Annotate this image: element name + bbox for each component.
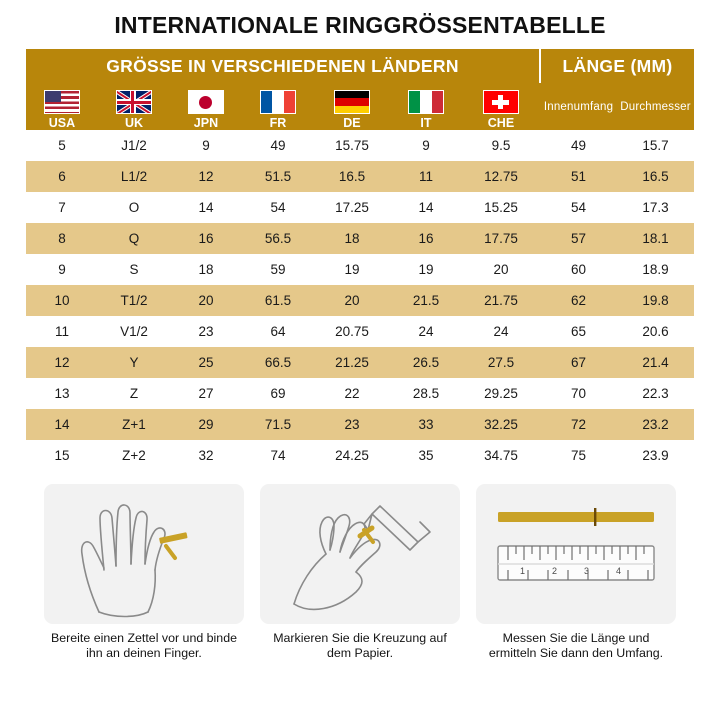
table-row bbox=[26, 161, 694, 192]
table-row bbox=[26, 347, 694, 378]
cell-jpn: 18 bbox=[170, 254, 242, 285]
cell-it: 11 bbox=[390, 161, 462, 192]
cell-innenumfang: 57 bbox=[540, 223, 617, 254]
cell-innenumfang: 65 bbox=[540, 316, 617, 347]
instruction-step-2 bbox=[260, 484, 460, 661]
cell-fr: 74 bbox=[242, 440, 314, 471]
cell-de: 16.5 bbox=[314, 161, 390, 192]
cell-innenumfang: 54 bbox=[540, 192, 617, 223]
cell-che: 21.75 bbox=[462, 285, 540, 316]
cell-innenumfang: 67 bbox=[540, 347, 617, 378]
ruler-measuring-strip-icon bbox=[476, 484, 676, 624]
cell-innenumfang: 51 bbox=[540, 161, 617, 192]
cell-durchmesser: 19.8 bbox=[617, 285, 694, 316]
cell-durchmesser: 23.2 bbox=[617, 409, 694, 440]
cell-innenumfang: 70 bbox=[540, 378, 617, 409]
cell-durchmesser: 22.3 bbox=[617, 378, 694, 409]
cell-jpn: 16 bbox=[170, 223, 242, 254]
col-header-it bbox=[390, 83, 462, 130]
cell-che: 12.75 bbox=[462, 161, 540, 192]
col-header-fr bbox=[242, 83, 314, 130]
cell-usa: 14 bbox=[26, 409, 98, 440]
cell-it: 19 bbox=[390, 254, 462, 285]
cell-usa: 15 bbox=[26, 440, 98, 471]
svg-text:1: 1 bbox=[520, 566, 526, 576]
cell-jpn: 27 bbox=[170, 378, 242, 409]
cell-fr: 54 bbox=[242, 192, 314, 223]
table-row bbox=[26, 192, 694, 223]
table-row bbox=[26, 285, 694, 316]
col-label-fr: FR bbox=[269, 116, 287, 130]
cell-usa: 8 bbox=[26, 223, 98, 254]
cell-usa: 9 bbox=[26, 254, 98, 285]
cell-jpn: 9 bbox=[170, 130, 242, 161]
instruction-step-3 bbox=[476, 484, 676, 661]
cell-uk: Z bbox=[98, 378, 170, 409]
cell-innenumfang: 60 bbox=[540, 254, 617, 285]
cell-uk: J1/2 bbox=[98, 130, 170, 161]
col-header-uk bbox=[98, 83, 170, 130]
cell-usa: 11 bbox=[26, 316, 98, 347]
cell-jpn: 20 bbox=[170, 285, 242, 316]
cell-jpn: 12 bbox=[170, 161, 242, 192]
table-row bbox=[26, 378, 694, 409]
cell-innenumfang: 49 bbox=[540, 130, 617, 161]
flag-italy-icon bbox=[408, 90, 444, 114]
cell-innenumfang: 62 bbox=[540, 285, 617, 316]
cell-jpn: 32 bbox=[170, 440, 242, 471]
cell-fr: 69 bbox=[242, 378, 314, 409]
cell-fr: 71.5 bbox=[242, 409, 314, 440]
cell-de: 24.25 bbox=[314, 440, 390, 471]
cell-uk: Q bbox=[98, 223, 170, 254]
table-row bbox=[26, 316, 694, 347]
cell-che: 27.5 bbox=[462, 347, 540, 378]
col-label-usa: USA bbox=[48, 116, 76, 130]
cell-durchmesser: 15.7 bbox=[617, 130, 694, 161]
cell-jpn: 25 bbox=[170, 347, 242, 378]
cell-innenumfang: 72 bbox=[540, 409, 617, 440]
cell-che: 20 bbox=[462, 254, 540, 285]
cell-de: 17.25 bbox=[314, 192, 390, 223]
header-sizes-group: GRÖSSE IN VERSCHIEDENEN LÄNDERN bbox=[26, 49, 540, 83]
hand-marking-pen-icon bbox=[260, 484, 460, 624]
cell-uk: Z+1 bbox=[98, 409, 170, 440]
cell-usa: 12 bbox=[26, 347, 98, 378]
step-2-caption: Markieren Sie die Kreuzung auf dem Papier. bbox=[273, 631, 447, 660]
cell-usa: 10 bbox=[26, 285, 98, 316]
cell-de: 15.75 bbox=[314, 130, 390, 161]
cell-durchmesser: 18.1 bbox=[617, 223, 694, 254]
cell-fr: 59 bbox=[242, 254, 314, 285]
cell-it: 35 bbox=[390, 440, 462, 471]
cell-durchmesser: 21.4 bbox=[617, 347, 694, 378]
cell-fr: 66.5 bbox=[242, 347, 314, 378]
cell-it: 14 bbox=[390, 192, 462, 223]
col-header-usa bbox=[26, 83, 98, 130]
hand-with-paper-strip-icon bbox=[44, 484, 244, 624]
cell-de: 19 bbox=[314, 254, 390, 285]
cell-uk: Y bbox=[98, 347, 170, 378]
cell-durchmesser: 16.5 bbox=[617, 161, 694, 192]
cell-jpn: 29 bbox=[170, 409, 242, 440]
cell-uk: T1/2 bbox=[98, 285, 170, 316]
col-label-uk: UK bbox=[124, 116, 143, 130]
cell-che: 15.25 bbox=[462, 192, 540, 223]
col-label-che: CHE bbox=[487, 116, 515, 130]
cell-fr: 51.5 bbox=[242, 161, 314, 192]
col-label-jpn: JPN bbox=[193, 116, 219, 130]
cell-uk: O bbox=[98, 192, 170, 223]
step-3-illustration bbox=[476, 484, 676, 624]
col-header-jpn bbox=[170, 83, 242, 130]
cell-usa: 7 bbox=[26, 192, 98, 223]
table-row bbox=[26, 440, 694, 471]
cell-de: 21.25 bbox=[314, 347, 390, 378]
table-row bbox=[26, 130, 694, 161]
cell-che: 9.5 bbox=[462, 130, 540, 161]
col-label-de: DE bbox=[343, 116, 361, 130]
step-1-caption: Bereite einen Zettel vor und binde ihn an deinen Finger. bbox=[51, 631, 237, 660]
cell-usa: 6 bbox=[26, 161, 98, 192]
cell-fr: 49 bbox=[242, 130, 314, 161]
cell-it: 21.5 bbox=[390, 285, 462, 316]
cell-jpn: 14 bbox=[170, 192, 242, 223]
cell-jpn: 23 bbox=[170, 316, 242, 347]
flag-uk-icon bbox=[116, 90, 152, 114]
table-group-header-row bbox=[26, 49, 694, 83]
cell-fr: 64 bbox=[242, 316, 314, 347]
cell-it: 26.5 bbox=[390, 347, 462, 378]
cell-it: 9 bbox=[390, 130, 462, 161]
table-body bbox=[26, 130, 694, 471]
instructions-section bbox=[0, 484, 720, 661]
cell-uk: S bbox=[98, 254, 170, 285]
cell-de: 23 bbox=[314, 409, 390, 440]
cell-de: 22 bbox=[314, 378, 390, 409]
step-2-illustration bbox=[260, 484, 460, 624]
cell-durchmesser: 18.9 bbox=[617, 254, 694, 285]
cell-it: 33 bbox=[390, 409, 462, 440]
page-title: INTERNATIONALE RINGGRÖSSENTABELLE bbox=[114, 12, 606, 38]
cell-uk: L1/2 bbox=[98, 161, 170, 192]
cell-che: 29.25 bbox=[462, 378, 540, 409]
instruction-step-1 bbox=[44, 484, 244, 661]
svg-text:3: 3 bbox=[584, 566, 590, 576]
table-row bbox=[26, 223, 694, 254]
flag-france-icon bbox=[260, 90, 296, 114]
ring-size-table bbox=[26, 49, 694, 471]
cell-durchmesser: 17.3 bbox=[617, 192, 694, 223]
svg-text:4: 4 bbox=[616, 566, 622, 576]
table-row bbox=[26, 254, 694, 285]
cell-it: 28.5 bbox=[390, 378, 462, 409]
cell-de: 20.75 bbox=[314, 316, 390, 347]
cell-che: 17.75 bbox=[462, 223, 540, 254]
flag-germany-icon bbox=[334, 90, 370, 114]
cell-durchmesser: 23.9 bbox=[617, 440, 694, 471]
flag-usa-icon bbox=[44, 90, 80, 114]
cell-che: 34.75 bbox=[462, 440, 540, 471]
col-label-it: IT bbox=[420, 116, 432, 130]
col-header-che bbox=[462, 83, 540, 130]
cell-de: 18 bbox=[314, 223, 390, 254]
cell-usa: 5 bbox=[26, 130, 98, 161]
step-3-caption: Messen Sie die Länge und ermitteln Sie dann den Umfang. bbox=[488, 631, 664, 660]
cell-fr: 56.5 bbox=[242, 223, 314, 254]
cell-de: 20 bbox=[314, 285, 390, 316]
cell-durchmesser: 20.6 bbox=[617, 316, 694, 347]
col-header-innenumfang: Innenumfang bbox=[540, 83, 617, 130]
cell-fr: 61.5 bbox=[242, 285, 314, 316]
col-header-durchmesser: Durchmesser bbox=[617, 83, 694, 130]
flag-japan-icon bbox=[188, 90, 224, 114]
cell-innenumfang: 75 bbox=[540, 440, 617, 471]
step-1-illustration bbox=[44, 484, 244, 624]
table-row bbox=[26, 409, 694, 440]
table-column-header-row bbox=[26, 83, 694, 130]
cell-it: 16 bbox=[390, 223, 462, 254]
cell-che: 32.25 bbox=[462, 409, 540, 440]
svg-text:2: 2 bbox=[552, 566, 558, 576]
cell-uk: Z+2 bbox=[98, 440, 170, 471]
header-length-group: LÄNGE (MM) bbox=[540, 49, 694, 83]
col-header-de bbox=[314, 83, 390, 130]
cell-it: 24 bbox=[390, 316, 462, 347]
cell-uk: V1/2 bbox=[98, 316, 170, 347]
cell-usa: 13 bbox=[26, 378, 98, 409]
cell-che: 24 bbox=[462, 316, 540, 347]
flag-switzerland-icon bbox=[483, 90, 519, 114]
